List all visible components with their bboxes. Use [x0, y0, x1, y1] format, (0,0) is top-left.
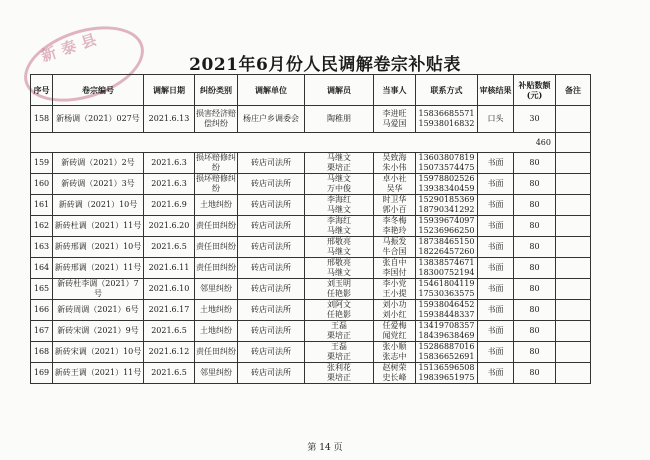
table-row	[31, 106, 591, 133]
table-row	[31, 237, 591, 258]
row-no: 163	[31, 237, 53, 258]
column-header: 调解日期	[144, 75, 195, 106]
row-no: 168	[31, 342, 53, 363]
row-mediator: 陶稚朋	[305, 106, 374, 133]
row-date: 2021.6.5	[144, 321, 195, 342]
table-row	[31, 258, 591, 279]
row-contact: 15939674097 15236966250	[416, 216, 478, 237]
table-row	[31, 321, 591, 342]
table-row	[31, 216, 591, 237]
row-no: 158	[31, 106, 53, 133]
row-unit: 砖店司法所	[238, 279, 305, 300]
row-parties: 赵树荣 史长峰	[374, 363, 416, 384]
seal-text: 新泰县	[38, 28, 105, 66]
row-result: 书面	[478, 342, 514, 363]
row-result: 口头	[478, 106, 514, 133]
row-remark	[556, 216, 591, 237]
row-contact: 13603807819 15073574475	[416, 153, 478, 174]
row-contact: 15286887016 15836652691	[416, 342, 478, 363]
row-amount: 80	[514, 195, 556, 216]
row-category: 责任田纠纷	[195, 258, 238, 279]
row-unit: 杨庄户乡调委会	[238, 106, 305, 133]
row-result: 书面	[478, 258, 514, 279]
page-number: 第 14 页	[307, 443, 343, 453]
row-remark	[556, 363, 591, 384]
column-header: 序号	[31, 75, 53, 106]
row-category: 责任田纠纷	[195, 342, 238, 363]
row-unit: 砖店司法所	[238, 174, 305, 195]
row-date: 2021.6.10	[144, 279, 195, 300]
row-unit: 砖店司法所	[238, 153, 305, 174]
column-header: 调解员	[305, 75, 374, 106]
row-date: 2021.6.5	[144, 237, 195, 258]
row-date: 2021.6.3	[144, 174, 195, 195]
row-date: 2021.6.12	[144, 342, 195, 363]
row-remark	[556, 342, 591, 363]
subsidy-table	[30, 74, 591, 384]
row-parties: 时卫华 郭小百	[374, 195, 416, 216]
row-contact: 15461804119 17530363575	[416, 279, 478, 300]
row-amount: 80	[514, 258, 556, 279]
row-file: 新砖周调（2021）6号	[53, 300, 144, 321]
document-title: 2021年6月份人民调解卷宗补贴表	[189, 55, 461, 75]
row-unit: 砖店司法所	[238, 300, 305, 321]
row-category: 邻里纠纷	[195, 363, 238, 384]
row-result: 书面	[478, 300, 514, 321]
table-row	[31, 174, 591, 195]
column-header: 纠纷类别	[195, 75, 238, 106]
row-no: 169	[31, 363, 53, 384]
row-mediator: 张利花 栗培正	[305, 363, 374, 384]
row-remark	[556, 300, 591, 321]
table-row	[31, 195, 591, 216]
row-file: 新砖调（2021）2号	[53, 153, 144, 174]
row-file: 新杨调（2021）027号	[53, 106, 144, 133]
table-row	[31, 153, 591, 174]
row-unit: 砖店司法所	[238, 321, 305, 342]
row-result: 书面	[478, 363, 514, 384]
row-unit: 砖店司法所	[238, 216, 305, 237]
row-remark	[556, 279, 591, 300]
row-remark	[556, 195, 591, 216]
row-parties: 任爱梅 闻党红	[374, 321, 416, 342]
row-result: 书面	[478, 216, 514, 237]
row-no: 165	[31, 279, 53, 300]
row-category: 土地纠纷	[195, 321, 238, 342]
row-date: 2021.6.20	[144, 216, 195, 237]
row-mediator: 马继文 栗培正	[305, 153, 374, 174]
row-mediator: 马继文 万中俊	[305, 174, 374, 195]
row-parties: 李小党 王小提	[374, 279, 416, 300]
row-amount: 80	[514, 216, 556, 237]
row-parties: 吴致海 朱小伟	[374, 153, 416, 174]
row-mediator: 邢敬亮 马继文	[305, 258, 374, 279]
row-mediator: 李海红 马继文	[305, 195, 374, 216]
row-no: 161	[31, 195, 53, 216]
row-remark	[556, 258, 591, 279]
row-date: 2021.6.9	[144, 195, 195, 216]
row-result: 书面	[478, 321, 514, 342]
row-contact: 13838574671 18300752194	[416, 258, 478, 279]
table-header-row	[31, 75, 591, 106]
row-parties: 刘小功 刘小红	[374, 300, 416, 321]
row-file: 新砖调（2021）3号	[53, 174, 144, 195]
row-contact: 15290185369 18790341292	[416, 195, 478, 216]
row-amount: 80	[514, 300, 556, 321]
row-file: 新砖王调（2021）11号	[53, 363, 144, 384]
row-file: 新砖杜李调（2021）7号	[53, 279, 144, 300]
row-parties: 张小顺 张志中	[374, 342, 416, 363]
row-no: 162	[31, 216, 53, 237]
row-unit: 砖店司法所	[238, 258, 305, 279]
row-parties: 卓小社 吴华	[374, 174, 416, 195]
row-contact: 15978802526 13938340459	[416, 174, 478, 195]
row-contact: 15136596508 19839651975	[416, 363, 478, 384]
row-result: 书面	[478, 174, 514, 195]
row-parties: 李冬梅 李艳玲	[374, 216, 416, 237]
row-category: 损坏赔修纠纷	[196, 153, 236, 172]
row-date: 2021.6.13	[144, 106, 195, 133]
column-header: 审核结果	[478, 75, 514, 106]
table-row	[31, 363, 591, 384]
row-amount: 80	[514, 279, 556, 300]
row-result: 书面	[478, 237, 514, 258]
row-result: 书面	[478, 195, 514, 216]
row-result: 书面	[478, 153, 514, 174]
row-amount: 80	[514, 174, 556, 195]
row-mediator: 刘玉明 任艳影	[305, 279, 374, 300]
row-category: 土地纠纷	[195, 300, 238, 321]
row-no: 159	[31, 153, 53, 174]
row-mediator: 王磊 栗培正	[305, 342, 374, 363]
row-mediator: 王磊 栗培正	[305, 321, 374, 342]
row-file: 新砖宋调（2021）9号	[53, 321, 144, 342]
row-parties: 李进旺 马爱国	[374, 106, 416, 133]
column-header: 调解单位	[238, 75, 305, 106]
row-mediator: 邢敬亮 马继文	[305, 237, 374, 258]
row-mediator: 刘阿文 任艳影	[305, 300, 374, 321]
row-category: 土地纠纷	[195, 195, 238, 216]
row-remark	[556, 237, 591, 258]
row-contact: 15938046452 15938448337	[416, 300, 478, 321]
row-no: 160	[31, 174, 53, 195]
row-amount: 80	[514, 237, 556, 258]
row-file: 新砖调（2021）10号	[53, 195, 144, 216]
row-unit: 砖店司法所	[238, 342, 305, 363]
row-remark	[556, 106, 591, 133]
row-no: 167	[31, 321, 53, 342]
column-header: 联系方式	[416, 75, 478, 106]
row-category: 责任田纠纷	[195, 237, 238, 258]
row-amount: 80	[514, 321, 556, 342]
row-date: 2021.6.17	[144, 300, 195, 321]
table-row	[31, 300, 591, 321]
column-header: 当事人	[374, 75, 416, 106]
row-remark	[556, 321, 591, 342]
table-row	[31, 342, 591, 363]
subtotal-row	[31, 133, 591, 153]
row-mediator: 李海红 马继文	[305, 216, 374, 237]
row-amount: 30	[514, 106, 556, 133]
row-file: 新砖杜调（2021）11号	[53, 216, 144, 237]
row-contact: 13419708357 18439638469	[416, 321, 478, 342]
row-result: 书面	[478, 279, 514, 300]
row-amount: 80	[514, 153, 556, 174]
row-date: 2021.6.3	[144, 153, 195, 174]
row-date: 2021.6.5	[144, 363, 195, 384]
subtotal-remark	[556, 133, 591, 153]
row-no: 166	[31, 300, 53, 321]
row-remark	[556, 153, 591, 174]
row-amount: 80	[514, 363, 556, 384]
table-row	[31, 279, 591, 300]
row-contact: 18738465150 18226457260	[416, 237, 478, 258]
subtotal-value: 460	[31, 133, 556, 153]
row-category: 损害经济赔偿纠纷	[195, 106, 238, 133]
column-header: 补贴数额(元)	[514, 75, 556, 106]
row-date: 2021.6.11	[144, 258, 195, 279]
row-file: 新砖宋调（2021）10号	[53, 342, 144, 363]
row-no: 164	[31, 258, 53, 279]
column-header: 卷宗编号	[53, 75, 144, 106]
row-parties: 马振发 牛合国	[374, 237, 416, 258]
column-header: 备注	[556, 75, 591, 106]
row-file: 新砖邢调（2021）10号	[53, 237, 144, 258]
row-amount: 80	[514, 342, 556, 363]
row-remark	[556, 174, 591, 195]
row-unit: 砖店司法所	[238, 363, 305, 384]
row-unit: 砖店司法所	[238, 237, 305, 258]
row-category: 损坏赔修纠纷	[196, 174, 236, 193]
row-file: 新砖邢调（2021）11号	[53, 258, 144, 279]
row-unit: 砖店司法所	[238, 195, 305, 216]
row-category: 邻里纠纷	[195, 279, 238, 300]
row-contact: 15836685571 15938016832	[416, 106, 478, 133]
row-category: 责任田纠纷	[195, 216, 238, 237]
row-parties: 张自中 李国付	[374, 258, 416, 279]
